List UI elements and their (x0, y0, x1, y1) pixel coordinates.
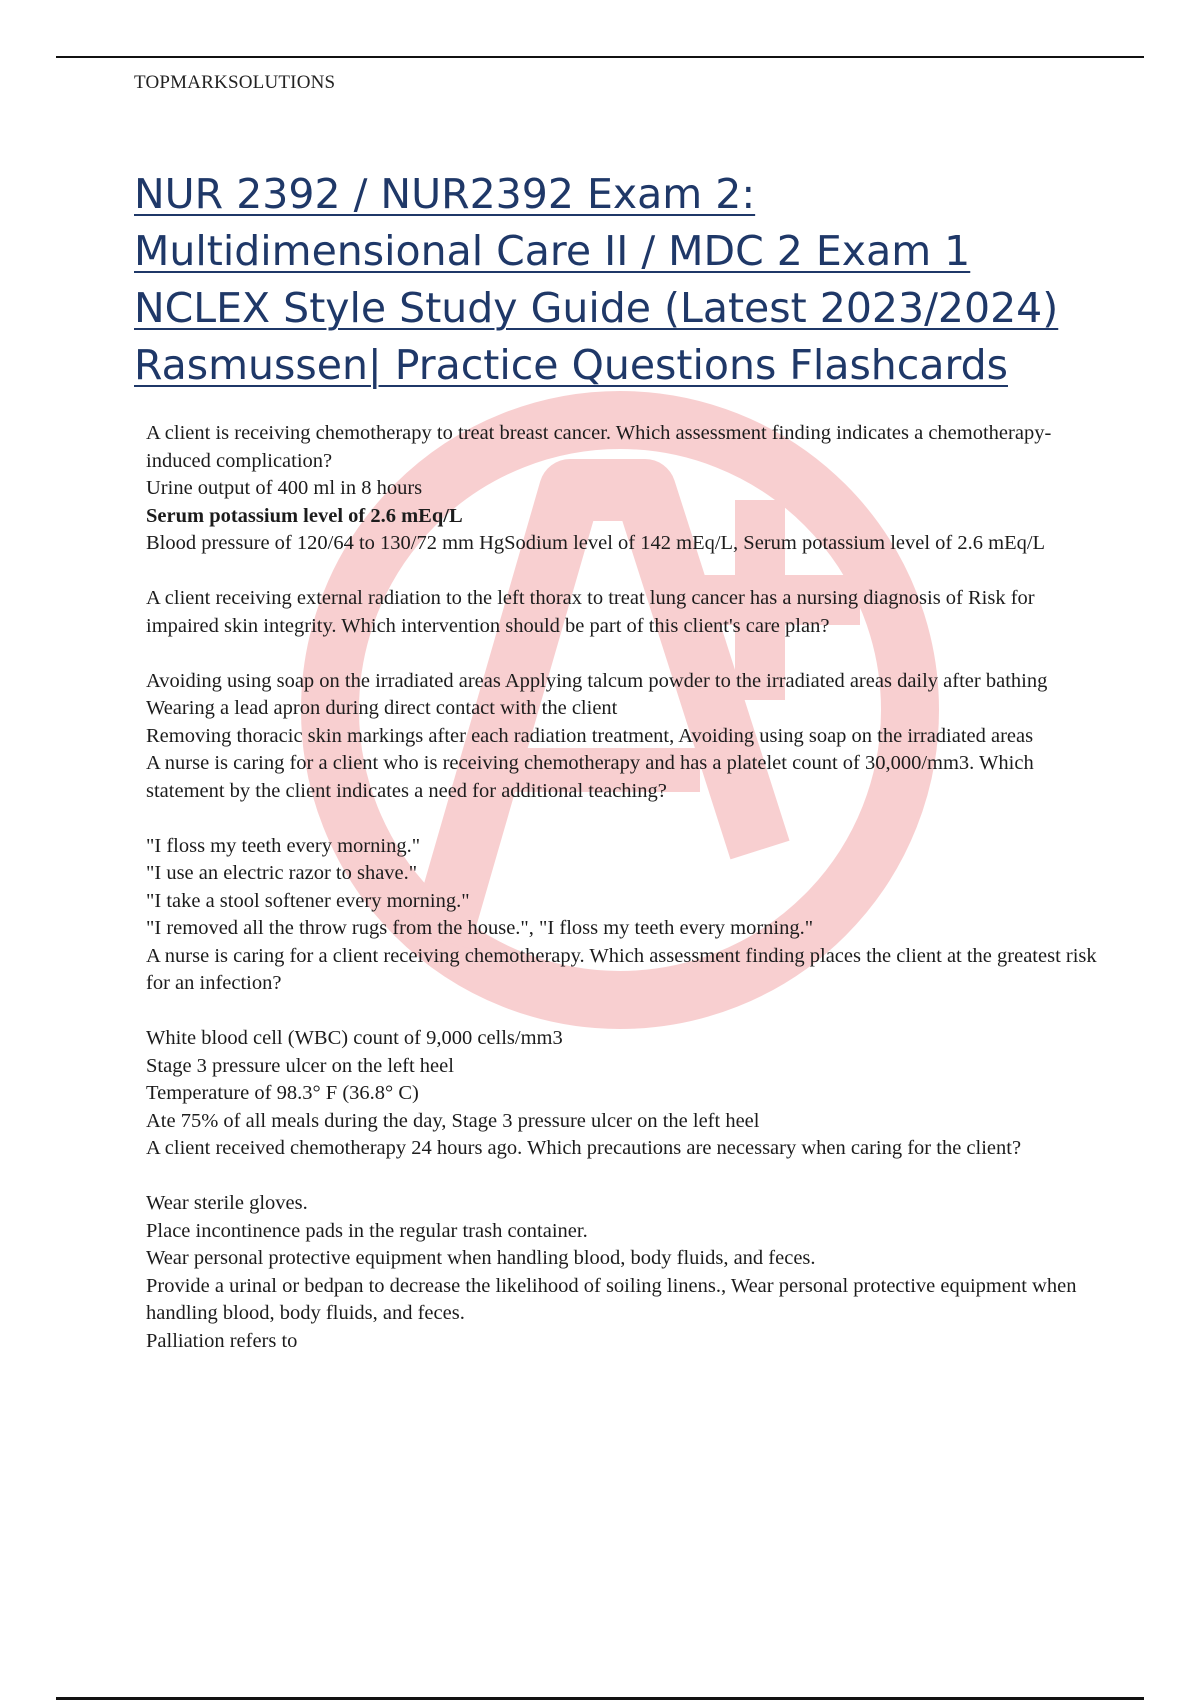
title-line: NUR 2392 / NUR2392 Exam 2: (134, 170, 756, 218)
body-line: A client received chemotherapy 24 hours ago. Which precautions are necessary when caring for the client? (146, 1137, 1022, 1159)
title-line: NCLEX Style Study Guide (Latest 2023/2024) (134, 284, 1059, 332)
body-line: "I use an electric razor to shave." (146, 862, 418, 884)
body-line: "I removed all the throw rugs from the house.", "I floss my teeth every morning." (146, 917, 814, 939)
body-line: Stage 3 pressure ulcer on the left heel (146, 1054, 454, 1077)
document-body (146, 420, 1106, 1355)
body-line: Wearing a lead apron during direct contact with the client (146, 697, 618, 719)
body-line: White blood cell (WBC) count of 9,000 cells/mm3 (146, 1027, 563, 1049)
body-line: Place incontinence pads in the regular trash container. (146, 1219, 588, 1242)
document-title[interactable] (134, 166, 1134, 394)
title-line: Multidimensional Care II / MDC 2 Exam 1 (134, 227, 971, 275)
body-line: Removing thoracic skin markings after each radiation treatment, Avoiding using soap on the irradiated areas (146, 724, 1034, 747)
body-line: Avoiding using soap on the irradiated areas Applying talcum powder to the irradiated areas daily after bathing (146, 669, 1048, 692)
body-line: A nurse is caring for a client who is receiving chemotherapy and has a platelet count of 30,000/mm3. Which statement by the client indicates a need for additional teaching? (146, 752, 1034, 802)
paragraph-spacer (146, 998, 1106, 1026)
paragraph-spacer (146, 640, 1106, 668)
body-line: Wear sterile gloves. (146, 1192, 308, 1214)
body-line: "I floss my teeth every morning." (146, 834, 421, 857)
body-line: Ate 75% of all meals during the day, Stage 3 pressure ulcer on the left heel (146, 1109, 760, 1132)
body-line: Blood pressure of 120/64 to 130/72 mm HgSodium level of 142 mEq/L, Serum potassium level of 2.6 mEq/L (146, 532, 1046, 554)
body-line: A client receiving external radiation to the left thorax to treat lung cancer has a nursing diagnosis of Risk for impaired skin integrity. Which intervention should be part of this client's care plan? (146, 587, 1035, 637)
header-brand: TOPMARKSOLUTIONS (134, 72, 336, 93)
paragraph-spacer (146, 1163, 1106, 1191)
body-line: A client is receiving chemotherapy to treat breast cancer. Which assessment finding indicates a chemotherapy-induced complication? (146, 422, 1052, 472)
paragraph-spacer (146, 558, 1106, 586)
highlighted-answer: Serum potassium level of 2.6 mEq/L (146, 504, 463, 527)
body-line: A nurse is caring for a client receiving chemotherapy. Which assessment finding places the client at the greatest risk for an infection? (146, 944, 1097, 994)
body-line: "I take a stool softener every morning." (146, 889, 470, 912)
paragraph-spacer (146, 805, 1106, 833)
body-line: Provide a urinal or bedpan to decrease the likelihood of soiling linens., Wear personal protective equipment when handling blood, body fluids, and feces. (146, 1274, 1077, 1324)
body-line: Wear personal protective equipment when handling blood, body fluids, and feces. (146, 1247, 816, 1269)
title-line: Rasmussen| Practice Questions Flashcards (134, 341, 1008, 389)
body-line: Palliation refers to (146, 1329, 298, 1352)
body-line: Temperature of 98.3° F (36.8° C) (146, 1082, 419, 1104)
body-line: Urine output of 400 ml in 8 hours (146, 477, 423, 499)
header-divider (56, 56, 1144, 58)
